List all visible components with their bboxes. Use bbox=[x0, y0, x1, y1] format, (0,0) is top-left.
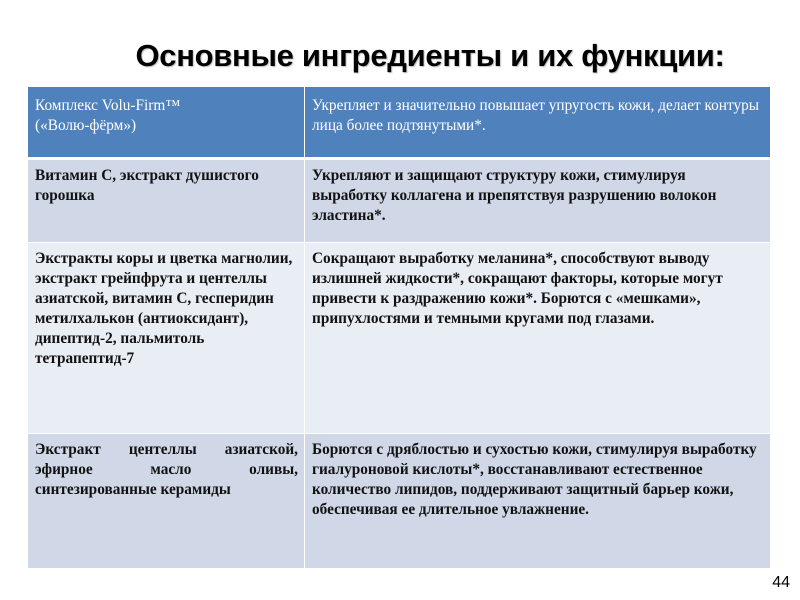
ingredient-cell: Экстракт центеллы азиатской, эфирное масло оливы, синтезированные керамиды bbox=[28, 434, 305, 569]
function-cell: Сокращают выработку меланина*, способствуют выводу излишней жидкости*, сокращают факторы, которые могут привести к раздражению кожи*. Борются с «мешками», припухлостями и темными кругами под глазами. bbox=[305, 243, 771, 434]
table-row bbox=[28, 434, 771, 569]
table-row bbox=[28, 87, 771, 159]
table-row bbox=[28, 243, 771, 434]
table-row bbox=[28, 159, 771, 243]
ingredient-cell: Экстракты коры и цветка магнолии, экстракт грейпфрута и центеллы азиатской, витамин С, гесперидин метилхалькон (антиоксидант), дипептид-2, пальмитоль тетрапептид-7 bbox=[28, 243, 305, 434]
slide-title: Основные ингредиенты и их функции: bbox=[135, 38, 725, 73]
ingredient-cell: Комплекс Volu-Firm™ («Волю-фёрм») bbox=[28, 87, 305, 159]
ingredient-cell: Витамин С, экстракт душистого горошка bbox=[28, 159, 305, 243]
page-number: 44 bbox=[772, 574, 790, 591]
function-cell: Борются с дряблостью и сухостью кожи, стимулируя выработку гиалуроновой кислоты*, восстанавливают естественное количество липидов, поддерживают защитный барьер кожи, обеспечивая ее длительное увлажнение. bbox=[305, 434, 771, 569]
ingredients-table bbox=[27, 86, 771, 569]
function-cell: Укрепляют и защищают структуру кожи, стимулируя выработку коллагена и препятствуя разрушению волокон эластина*. bbox=[305, 159, 771, 243]
function-cell: Укрепляет и значительно повышает упругость кожи, делает контуры лица более подтянутыми*. bbox=[305, 87, 771, 159]
